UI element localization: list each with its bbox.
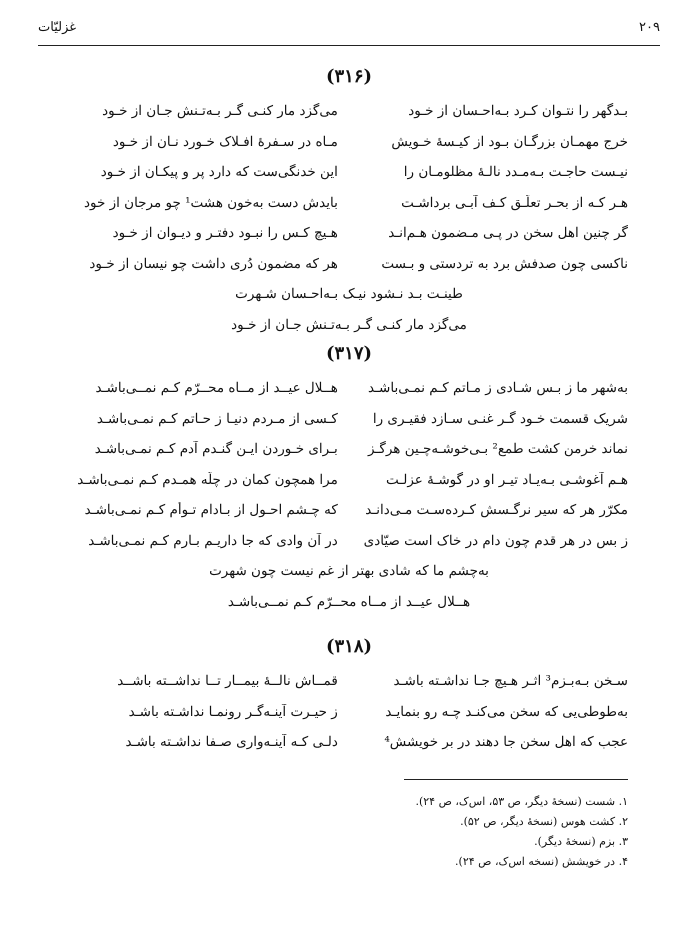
verse	[70, 404, 628, 435]
first-hemistich: خرج مهمـان بزرگـان بـود از کیـسهٔ خـویش	[391, 133, 628, 150]
ghazal-title: (۳۱۶)	[325, 66, 373, 87]
verse	[70, 434, 628, 465]
second-hemistich: قمــاش نالــهٔ بیمــار تــا نداشــته باشــد	[117, 673, 338, 690]
footnote: ۱. شست (نسخهٔ دیگر، ص ۵۳، اس‌ک، ص ۲۴).	[415, 795, 628, 808]
second-hemistich: هر که مضمون دُری داشت چو نیسان از خـود	[89, 255, 338, 272]
first-hemistich: نماند خرمن کشت طمع² بـی‌خوشـه‌چـین هرگـز	[368, 441, 628, 458]
footnote: ۴. در خویشش (نسخه اس‌ک، ص ۲۴).	[455, 855, 628, 868]
page-number: ۲۰۹	[639, 19, 660, 35]
second-hemistich: بایدش دست به‌خون هشت¹ چو مرجان از خود	[83, 194, 338, 211]
closing-hemistich: هــلال عیــد از مــاه محــرّم کـم نمــی‌باشـد	[227, 593, 471, 610]
ghazal-title: (۳۱۸)	[325, 636, 373, 657]
second-hemistich: دلـی کـه آینـه‌واری صـفا نداشـته باشـد	[125, 734, 338, 751]
first-hemistich: به‌شهر ما ز بـس شـادی ز مـاتم کـم نمـی‌باشـد	[368, 380, 628, 397]
closing-hemistich: می‌گزد مار کنـی گـر بـه‌تـنش جـان از خـود	[231, 316, 467, 333]
first-hemistich: هـم آغوشـی بـه‌یـاد تیـر او در گوشـهٔ عزلـت	[386, 471, 628, 488]
ghazal-title: (۳۱۷)	[325, 343, 373, 364]
second-hemistich: کـسی از مـردم دنیـا ز حـاتم کـم نمـی‌باشـد	[96, 410, 338, 427]
verse	[70, 373, 628, 404]
verse	[70, 96, 628, 127]
first-hemistich: بـدگهر را نتـوان کـرد بـه‌احـسان از خـود	[408, 103, 628, 120]
second-hemistich: هــلال عیــد از مــاه محــرّم کـم نمــی‌باشـد	[95, 380, 338, 397]
second-hemistich: بـرای خـوردن ایـن گنـدم آدم کـم نمـی‌باشـد	[94, 441, 338, 458]
first-hemistich: ناکسی چون صدفش برد به تردستی و بـست	[381, 255, 628, 272]
footnotes	[228, 792, 628, 872]
footnote: ۳. بزم (نسخهٔ دیگر).	[534, 835, 628, 848]
closing-hemistich: به‌چشم ما که شادی بهتر از غم نیست چون شهرت	[209, 563, 489, 579]
first-hemistich: سـخن بـه‌بـزم³ اثـر هـیچ جـا نداشـته باشـد	[393, 673, 628, 690]
footnote: ۲. کشت هوس (نسخهٔ دیگر، ص ۵۲).	[460, 815, 628, 828]
first-hemistich: هـر کـه از بحـر تعلّـق کـف آبـی برداشـت	[401, 194, 628, 211]
verse	[70, 465, 628, 496]
verse	[70, 127, 628, 158]
second-hemistich: می‌گزد مار کنـی گـر بـه‌تـنش جـان از خـود	[102, 103, 338, 120]
second-hemistich: که چـشم احـول از بـادام تـوأم کـم نمـی‌باشـد	[84, 502, 338, 519]
verse	[70, 188, 628, 219]
first-hemistich: گر چنین اهل سخن در پـی مـضمون هـم‌انـد	[388, 225, 628, 242]
verse	[70, 157, 628, 188]
first-hemistich: عجب که اهل سخن جا دهند در برِ خویشش⁴	[384, 734, 628, 751]
ghazal-317	[70, 341, 628, 617]
second-hemistich: در آن وادی که جا داریـم بـارم کـم نمـی‌باشـد	[88, 532, 338, 549]
second-hemistich: این خدنگی‌ست که دارد پر و پیکـان از خـود	[100, 164, 338, 181]
running-title: غزلیّات	[38, 19, 77, 35]
first-hemistich: به‌طوطی‌یی که سخن می‌کنـد چـه رو بنمایـد	[385, 703, 628, 720]
second-hemistich: مرا همچون کمان در چلّه همـدم کـم نمـی‌باشـد	[77, 471, 338, 488]
first-hemistich: نیـست حاجـت بـه‌مـدد نالـهٔ مظلومـان را	[403, 164, 628, 181]
second-hemistich: مـاه در سـفرهٔ افـلاک خـورد نـان از خـود	[112, 133, 338, 150]
verse	[70, 697, 628, 728]
first-hemistich: ز بس در هر قدم چون دام در خاک است صیّادی	[363, 532, 628, 549]
first-hemistich: شریک قسمت خـود گـر غنـی سـازد فقیـری را	[372, 410, 628, 427]
footnote-rule	[404, 779, 628, 780]
verse	[70, 495, 628, 526]
verse	[70, 727, 628, 758]
verse	[70, 218, 628, 249]
verse	[70, 666, 628, 697]
first-hemistich: مکرّر هر که سیر نرگـسش کـرده‌سـت مـی‌دانـد	[365, 502, 628, 519]
verse	[70, 249, 628, 280]
second-hemistich: ز حیـرت آینـه‌گـر رونمـا نداشـته باشـد	[128, 703, 338, 720]
second-hemistich: هـیچ کـس را نبـود دفتـر و دیـوان از خـود	[112, 225, 338, 242]
closing-hemistich: طینـت بـد نـشود نیـک بـه‌احـسان شـهرت	[235, 286, 463, 302]
ghazal-318	[70, 634, 628, 758]
verse	[70, 526, 628, 557]
header-rule	[38, 45, 660, 46]
ghazal-316	[70, 64, 628, 340]
page-header	[38, 14, 660, 40]
